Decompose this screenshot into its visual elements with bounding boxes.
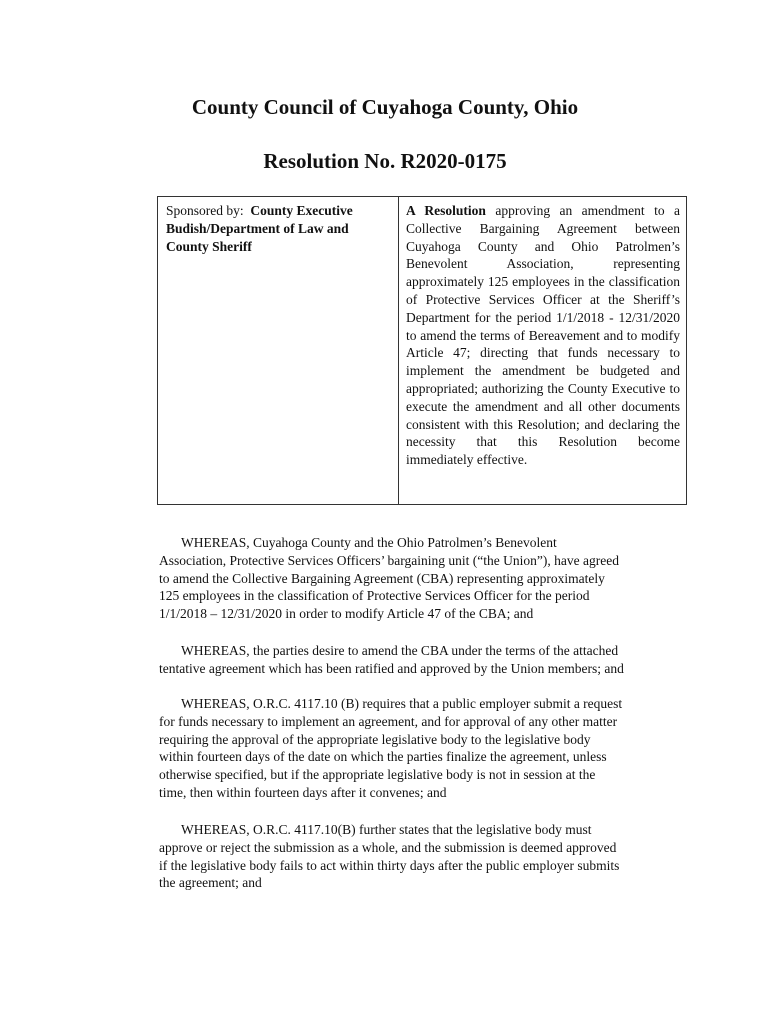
paragraph-line: otherwise specified, but if the appropriate legislative body is not in session at the	[159, 767, 596, 783]
paragraph-line: the agreement; and	[159, 875, 262, 891]
paragraph-line: requiring the approval of the appropriate legislative body to the legislative body	[159, 731, 591, 747]
sponsor-cell	[166, 202, 380, 255]
table-divider	[398, 197, 399, 504]
whereas-paragraph-4	[159, 821, 675, 892]
paragraph-line: approve or reject the submission as a whole, and the submission is deemed approved	[159, 839, 617, 855]
paragraph-line: to amend the Collective Bargaining Agreement (CBA) representing approximately	[159, 570, 605, 586]
paragraph-line: 125 employees in the classification of Protective Services Officer for the period	[159, 588, 590, 604]
whereas-paragraph-1	[159, 534, 675, 623]
resolution-number: Resolution No. R2020-0175	[263, 149, 507, 173]
paragraph-line: tentative agreement which has been ratified and approved by the Union members; and	[159, 660, 624, 676]
paragraph-line: WHEREAS, Cuyahoga County and the Ohio Patrolmen’s Benevolent	[181, 535, 557, 550]
paragraph-line: within fourteen days of the date on which the parties finalize the agreement, unless	[159, 749, 607, 765]
paragraph-line: WHEREAS, O.R.C. 4117.10 (B) requires that a public employer submit a request	[181, 696, 623, 711]
sponsor-label: Sponsored by:	[166, 203, 244, 218]
resolution-text: approving an amendment to a Collective Bargaining Agreement between Cuyahoga County and Ohio Patrolmen’s Benevolent Association, representing approximately 125 employees in the classification of Protective Services Officer at the Sheriff’s Department for the period 1/1/2018 - 12/31/2020 to amend the terms of Bereavement and to modify Article 47; directing that funds necessary to implement the amendment be budgeted and appropriated; authorizing the County Executive to execute the amendment and all other documents consistent with this Resolution; and declaring the necessity that this Resolution become immediately effective.	[406, 203, 680, 468]
resolution-lead: A Resolution	[406, 203, 486, 218]
paragraph-line: if the legislative body fails to act within thirty days after the public employer submits	[159, 857, 620, 873]
paragraph-line: for funds necessary to implement an agreement, and for approval of any other matter	[159, 713, 618, 729]
resolution-summary-cell	[406, 202, 680, 469]
council-title: County Council of Cuyahoga County, Ohio	[191, 95, 579, 119]
paragraph-line: 1/1/2018 – 12/31/2020 in order to modify Article 47 of the CBA; and	[159, 606, 534, 622]
sponsor-name: County Executive Budish/Department of Law and County Sheriff	[166, 203, 353, 254]
paragraph-line: WHEREAS, O.R.C. 4117.10(B) further states that the legislative body must	[181, 822, 592, 837]
sponsor-resolution-table	[157, 196, 687, 505]
paragraph-line: WHEREAS, the parties desire to amend the CBA under the terms of the attached	[181, 643, 619, 658]
whereas-paragraph-3	[159, 695, 675, 802]
paragraph-line: time, then within fourteen days after it convenes; and	[159, 784, 447, 800]
paragraph-line: Association, Protective Services Officers’ bargaining unit (“the Union”), have agreed	[159, 552, 619, 568]
whereas-paragraph-2	[159, 642, 675, 678]
